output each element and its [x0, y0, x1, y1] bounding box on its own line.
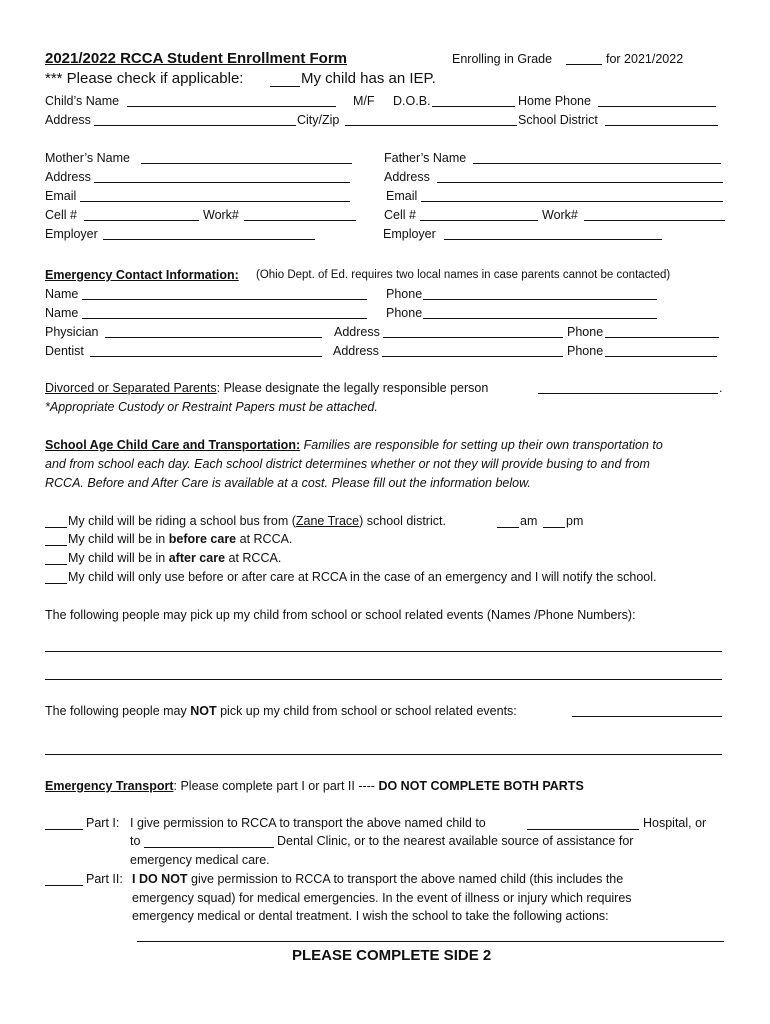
- sex-label: M/F: [353, 94, 375, 108]
- contact2-phone-field[interactable]: [423, 318, 657, 319]
- pickup-may-text: The following people may pick up my child from school or school related events (Names /Phone Numbers):: [45, 608, 636, 622]
- pickup-not-pre: The following people may: [45, 704, 191, 718]
- father-email-label: Email: [386, 189, 418, 203]
- dentist-label: Dentist: [45, 344, 84, 358]
- city-zip-field[interactable]: [345, 125, 517, 126]
- dob-field[interactable]: [432, 106, 515, 107]
- mother-work-field[interactable]: [244, 220, 356, 221]
- iep-prompt: *** Please check if applicable:: [45, 70, 244, 87]
- physician-phone-field[interactable]: [605, 337, 719, 338]
- transport-line: [45, 779, 584, 794]
- am-field[interactable]: [497, 527, 519, 528]
- bus-checkbox[interactable]: [45, 527, 67, 528]
- dentist-phone-field[interactable]: [605, 356, 717, 357]
- mother-email-field[interactable]: [80, 201, 350, 202]
- after-care-checkbox[interactable]: [45, 564, 67, 565]
- father-employer-label: Employer: [383, 227, 436, 241]
- mother-work-label: Work#: [203, 208, 239, 222]
- father-address-label: Address: [384, 170, 430, 184]
- pickup-may-field-1[interactable]: [45, 651, 722, 652]
- childcare-line1: [45, 438, 663, 453]
- pickup-may-field-2[interactable]: [45, 679, 722, 680]
- grade-label: Enrolling in Grade: [452, 52, 553, 66]
- mother-name-field[interactable]: [141, 163, 352, 164]
- after-care-post: at RCCA.: [225, 551, 282, 565]
- dentist-phone-label: Phone: [567, 344, 604, 358]
- childcare-text1: Families are responsible for setting up their own transportation to: [303, 438, 663, 452]
- bus-district: Zane Trace: [295, 514, 360, 528]
- childcare-text3: RCCA. Before and After Care is available at a cost. Please fill out the information below.: [45, 476, 531, 490]
- mother-name-label: Mother’s Name: [45, 151, 130, 165]
- pickup-not-post: pick up my child from school or school related events:: [216, 704, 517, 718]
- physician-field[interactable]: [105, 337, 322, 338]
- father-name-field[interactable]: [473, 163, 721, 164]
- part2-checkbox[interactable]: [45, 885, 83, 886]
- emergency-contact-note: (Ohio Dept. of Ed. requires two local names in case parents cannot be contacted): [256, 269, 671, 281]
- grade-year-label: for 2021/2022: [606, 52, 684, 66]
- divorced-end: .: [719, 381, 723, 395]
- part1-checkbox[interactable]: [45, 829, 83, 830]
- custody-note: *Appropriate Custody or Restraint Papers must be attached.: [45, 400, 378, 414]
- contact1-name-label: Name: [45, 287, 79, 301]
- dentist-field[interactable]: [90, 356, 322, 357]
- father-name-label: Father’s Name: [384, 151, 467, 165]
- mother-email-label: Email: [45, 189, 77, 203]
- emergency-care-checkbox[interactable]: [45, 583, 67, 584]
- part1-label: Part I:: [86, 816, 120, 830]
- contact2-name-field[interactable]: [82, 318, 367, 319]
- transport-heading: Emergency Transport: [45, 779, 174, 793]
- before-care-option: [68, 532, 292, 547]
- part2-label: Part II:: [86, 872, 123, 886]
- iep-label: My child has an IEP.: [301, 70, 436, 87]
- child-address-field[interactable]: [94, 125, 296, 126]
- contact2-name-label: Name: [45, 306, 79, 320]
- form-title: 2021/2022 RCCA Student Enrollment Form: [45, 50, 348, 67]
- transport-intro-bold: DO NOT COMPLETE BOTH PARTS: [378, 779, 584, 793]
- part1-hospital: Hospital, or: [643, 816, 707, 830]
- iep-checkbox[interactable]: [270, 86, 300, 87]
- divorced-line: [45, 381, 488, 396]
- am-label: am: [520, 514, 538, 528]
- part2-line3: emergency medical or dental treatment. I wish the school to take the following actions:: [132, 909, 609, 923]
- dentist-address-label: Address: [333, 344, 379, 358]
- part1-end: emergency medical care.: [130, 853, 270, 867]
- part1-to: to: [130, 834, 141, 848]
- child-name-label: Child’s Name: [45, 94, 120, 108]
- physician-address-field[interactable]: [383, 337, 563, 338]
- child-address-label: Address: [45, 113, 91, 127]
- pickup-not-field-2[interactable]: [45, 754, 722, 755]
- physician-phone-label: Phone: [567, 325, 604, 339]
- part2-bold: I DO NOT: [132, 872, 188, 886]
- part1-text: I give permission to RCCA to transport the above named child to: [130, 816, 486, 830]
- grade-field[interactable]: [566, 64, 602, 65]
- pickup-not-text: [45, 704, 517, 719]
- pickup-not-bold: NOT: [190, 704, 217, 718]
- divorced-heading: Divorced or Separated Parents: [45, 381, 217, 395]
- mother-cell-label: Cell #: [45, 208, 77, 222]
- mother-employer-field[interactable]: [103, 239, 315, 240]
- contact1-phone-label: Phone: [386, 287, 423, 301]
- footer-note: PLEASE COMPLETE SIDE 2: [292, 947, 492, 964]
- responsible-person-field[interactable]: [538, 393, 718, 394]
- dental-clinic-field[interactable]: [144, 847, 274, 848]
- contact1-name-field[interactable]: [82, 299, 367, 300]
- dentist-address-field[interactable]: [382, 356, 563, 357]
- part2-line2: emergency squad) for medical emergencies. In the event of illness or injury which requires: [132, 891, 632, 905]
- father-address-field[interactable]: [437, 182, 723, 183]
- emergency-care-option: My child will only use before or after care at RCCA in the case of an emergency and I will notify the school.: [68, 570, 657, 584]
- school-district-label: School District: [518, 113, 598, 127]
- child-name-field[interactable]: [127, 106, 336, 107]
- pm-label: pm: [566, 514, 584, 528]
- part2-text: give permission to RCCA to transport the above named child (this includes the: [187, 872, 624, 886]
- childcare-text2: and from school each day. Each school district determines whether or not they will provide busing to and from: [45, 457, 650, 471]
- physician-address-label: Address: [334, 325, 380, 339]
- transport-intro: : Please complete part I or part II ----: [173, 779, 379, 793]
- divorced-text: : Please designate the legally responsible person: [216, 381, 489, 395]
- childcare-heading: School Age Child Care and Transportation:: [45, 438, 301, 452]
- hospital-field[interactable]: [527, 829, 639, 830]
- mother-cell-field[interactable]: [84, 220, 199, 221]
- father-email-field[interactable]: [421, 201, 723, 202]
- after-care-bold: after care: [168, 551, 226, 565]
- part2-line1: [132, 872, 623, 887]
- before-care-pre: My child will be in: [68, 532, 169, 546]
- after-care-pre: My child will be in: [68, 551, 169, 565]
- emergency-contact-heading: Emergency Contact Information:: [45, 268, 239, 282]
- mother-address-label: Address: [45, 170, 91, 184]
- school-district-field[interactable]: [605, 125, 718, 126]
- pickup-not-field-1[interactable]: [572, 716, 722, 717]
- dob-label: D.O.B.: [393, 94, 431, 108]
- before-care-post: at RCCA.: [236, 532, 293, 546]
- contact1-phone-field[interactable]: [423, 299, 657, 300]
- father-employer-field[interactable]: [444, 239, 662, 240]
- city-zip-label: City/Zip: [297, 113, 340, 127]
- physician-label: Physician: [45, 325, 99, 339]
- after-care-option: [68, 551, 281, 566]
- part1-dental: Dental Clinic, or to the nearest available source of assistance for: [277, 834, 634, 848]
- mother-address-field[interactable]: [94, 182, 350, 183]
- bus-option: [68, 514, 446, 529]
- father-cell-field[interactable]: [420, 220, 538, 221]
- pm-field[interactable]: [543, 527, 565, 528]
- bus-text-end: ) school district.: [359, 514, 446, 528]
- before-care-bold: before care: [168, 532, 237, 546]
- father-cell-label: Cell #: [384, 208, 416, 222]
- bus-text: My child will be riding a school bus from (: [68, 514, 296, 528]
- father-work-label: Work#: [542, 208, 578, 222]
- actions-field[interactable]: [137, 941, 724, 942]
- home-phone-label: Home Phone: [518, 94, 591, 108]
- mother-employer-label: Employer: [45, 227, 98, 241]
- before-care-checkbox[interactable]: [45, 545, 67, 546]
- father-work-field[interactable]: [584, 220, 725, 221]
- contact2-phone-label: Phone: [386, 306, 423, 320]
- home-phone-field[interactable]: [598, 106, 716, 107]
